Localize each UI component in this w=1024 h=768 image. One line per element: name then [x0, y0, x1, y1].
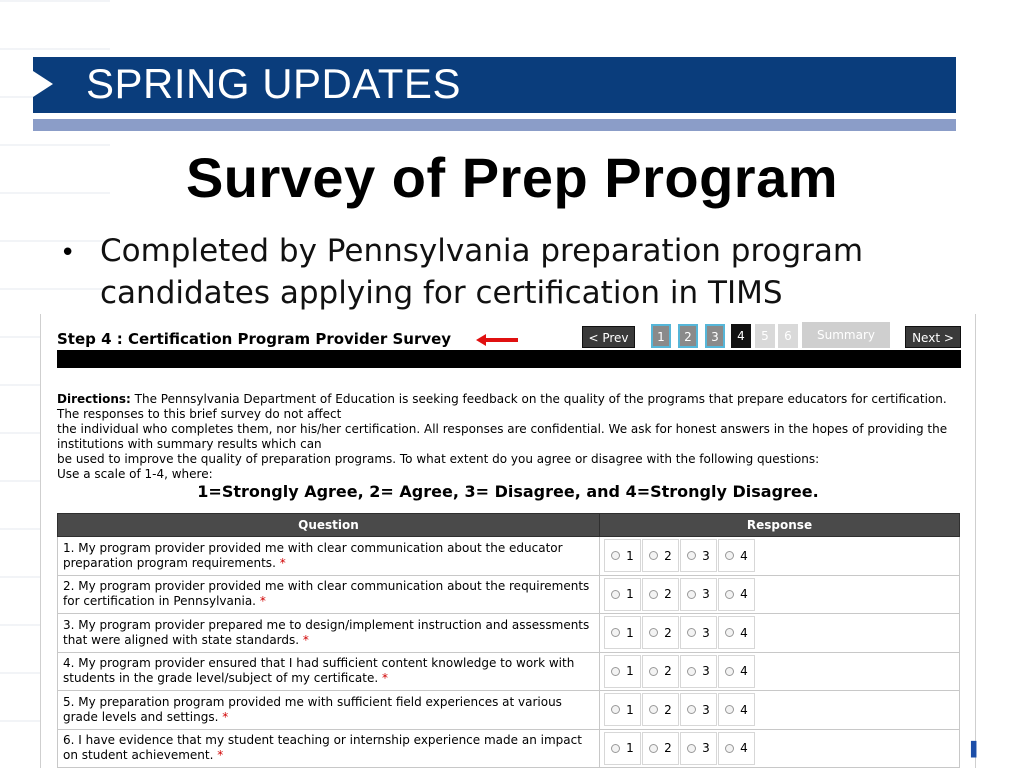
page-4-current[interactable]: 4: [731, 324, 751, 348]
radio-button[interactable]: [725, 667, 734, 676]
response-cell: [600, 691, 960, 730]
response-cell: [600, 729, 960, 768]
slide-title: Survey of Prep Program: [185, 146, 839, 209]
header-bar: [57, 350, 961, 368]
radio-button[interactable]: [611, 551, 620, 560]
option-label: 1: [626, 741, 634, 756]
response-option[interactable]: [680, 732, 717, 765]
scale-legend: 1=Strongly Agree, 2= Agree, 3= Disagree, and 4=Strongly Disagree.: [197, 482, 819, 501]
response-option[interactable]: [604, 539, 641, 572]
required-mark: *: [302, 632, 309, 647]
radio-button[interactable]: [687, 744, 696, 753]
option-label: 2: [664, 587, 672, 602]
radio-button[interactable]: [687, 628, 696, 637]
directions-label: Directions:: [57, 392, 131, 406]
bullet-icon: •: [60, 238, 76, 268]
directions: [57, 392, 967, 482]
required-mark: *: [222, 709, 229, 724]
question-text: 4. My program provider ensured that I had sufficient content knowledge to work with students in the grade level/subject of my certificate.: [63, 656, 575, 686]
option-label: 2: [664, 702, 672, 717]
radio-button[interactable]: [649, 590, 658, 599]
option-label: 3: [702, 741, 710, 756]
question-text: 3. My program provider prepared me to design/implement instruction and assessments that were aligned with state standards.: [63, 617, 590, 647]
response-option[interactable]: [604, 616, 641, 649]
next-button[interactable]: Next >: [905, 326, 961, 348]
response-cell: [600, 652, 960, 691]
required-mark: *: [259, 594, 266, 609]
response-cell: [600, 575, 960, 614]
question-text: 1. My program provider provided me with clear communication about the educator preparation program requirements.: [63, 540, 563, 570]
option-label: 2: [664, 548, 672, 563]
question-cell: [58, 652, 600, 691]
option-label: 3: [702, 587, 710, 602]
radio-button[interactable]: [649, 705, 658, 714]
response-option[interactable]: [642, 693, 679, 726]
page-6-button[interactable]: 6: [778, 324, 798, 348]
radio-button[interactable]: [725, 590, 734, 599]
radio-button[interactable]: [687, 667, 696, 676]
response-option[interactable]: [680, 693, 717, 726]
response-option[interactable]: [718, 732, 755, 765]
directions-text: The Pennsylvania Department of Education is seeking feedback on the quality of the programs that prepare educators for certification. The responses to this brief survey do not affect: [57, 392, 947, 421]
option-label: 3: [702, 625, 710, 640]
question-header: Question: [58, 514, 600, 537]
radio-button[interactable]: [649, 667, 658, 676]
option-label: 1: [626, 625, 634, 640]
question-cell: [58, 537, 600, 576]
response-option[interactable]: [642, 539, 679, 572]
response-option[interactable]: [680, 655, 717, 688]
response-option[interactable]: [680, 578, 717, 611]
prev-button[interactable]: < Prev: [582, 326, 635, 348]
page-2-button[interactable]: 2: [678, 324, 698, 348]
question-text: 6. I have evidence that my student teaching or internship experience made an impact on student achievement.: [63, 733, 582, 763]
option-label: 2: [664, 664, 672, 679]
option-label: 1: [626, 548, 634, 563]
response-option[interactable]: [680, 616, 717, 649]
required-mark: *: [382, 671, 388, 686]
slide-corner-mark: ▌: [971, 742, 982, 758]
table-row: [58, 652, 960, 691]
banner-underline: [33, 119, 956, 131]
option-label: 4: [740, 548, 748, 563]
option-label: 4: [740, 741, 748, 756]
radio-button[interactable]: [649, 628, 658, 637]
option-label: 3: [702, 548, 710, 563]
question-cell: [58, 729, 600, 768]
page-3-button[interactable]: 3: [705, 324, 725, 348]
response-option[interactable]: [642, 578, 679, 611]
page-5-button[interactable]: 5: [755, 324, 775, 348]
table-row: [58, 691, 960, 730]
question-text: 5. My preparation program provided me with sufficient field experiences at various grade levels and settings.: [63, 694, 562, 724]
required-mark: *: [217, 748, 224, 763]
question-cell: [58, 691, 600, 730]
response-option[interactable]: [604, 655, 641, 688]
response-option[interactable]: [718, 616, 755, 649]
directions-line-4: Use a scale of 1-4, where:: [57, 467, 213, 481]
table-row: [58, 575, 960, 614]
summary-button[interactable]: Summary: [802, 322, 890, 348]
table-row: [58, 729, 960, 768]
option-label: 4: [740, 664, 748, 679]
option-label: 3: [702, 702, 710, 717]
survey-table: [57, 513, 960, 768]
radio-button[interactable]: [649, 551, 658, 560]
radio-button[interactable]: [687, 551, 696, 560]
question-cell: [58, 614, 600, 653]
response-option[interactable]: [718, 539, 755, 572]
response-option[interactable]: [680, 539, 717, 572]
survey-screenshot: [40, 314, 976, 768]
radio-button[interactable]: [611, 590, 620, 599]
step-title: Step 4 : Certification Program Provider Survey: [57, 330, 452, 348]
radio-button[interactable]: [687, 705, 696, 714]
option-label: 1: [626, 664, 634, 679]
radio-button[interactable]: [725, 744, 734, 753]
banner-title: SPRING UPDATES: [86, 60, 461, 107]
response-option[interactable]: [604, 578, 641, 611]
option-label: 3: [702, 664, 710, 679]
response-cell: [600, 537, 960, 576]
option-label: 4: [740, 587, 748, 602]
question-text: 2. My program provider provided me with clear communication about the requirements for certification in Pennsylvania.: [63, 579, 590, 609]
page-1-button[interactable]: 1: [651, 324, 671, 348]
radio-button[interactable]: [649, 744, 658, 753]
red-arrow-icon: [476, 334, 518, 346]
required-mark: *: [279, 555, 286, 570]
option-label: 4: [740, 625, 748, 640]
response-option[interactable]: [604, 732, 641, 765]
option-label: 1: [626, 587, 634, 602]
radio-button[interactable]: [725, 705, 734, 714]
question-cell: [58, 575, 600, 614]
response-option[interactable]: [642, 732, 679, 765]
response-option[interactable]: [642, 655, 679, 688]
radio-button[interactable]: [611, 628, 620, 637]
radio-button[interactable]: [611, 667, 620, 676]
option-label: 2: [664, 625, 672, 640]
response-header: Response: [600, 514, 960, 537]
response-cell: [600, 614, 960, 653]
response-option[interactable]: [604, 693, 641, 726]
directions-line-3: be used to improve the quality of preparation programs. To what extent do you agree or disagree with the following questions:: [57, 452, 820, 466]
radio-button[interactable]: [725, 551, 734, 560]
radio-button[interactable]: [725, 628, 734, 637]
table-row: [58, 614, 960, 653]
response-option[interactable]: [718, 655, 755, 688]
response-option[interactable]: [642, 616, 679, 649]
option-label: 4: [740, 702, 748, 717]
radio-button[interactable]: [687, 590, 696, 599]
response-option[interactable]: [718, 578, 755, 611]
directions-line-2: the individual who completes them, nor his/her certification. All responses are confidential. We ask for honest answers in the hopes of providing the institutions with summary results which can: [57, 422, 948, 451]
table-row: [58, 537, 960, 576]
radio-button[interactable]: [611, 744, 620, 753]
bullet-text: Completed by Pennsylvania preparation program candidates applying for certification in TIMS: [100, 233, 864, 311]
option-label: 2: [664, 741, 672, 756]
option-label: 1: [626, 702, 634, 717]
response-option[interactable]: [718, 693, 755, 726]
radio-button[interactable]: [611, 705, 620, 714]
banner-arrow-icon: [33, 71, 53, 97]
